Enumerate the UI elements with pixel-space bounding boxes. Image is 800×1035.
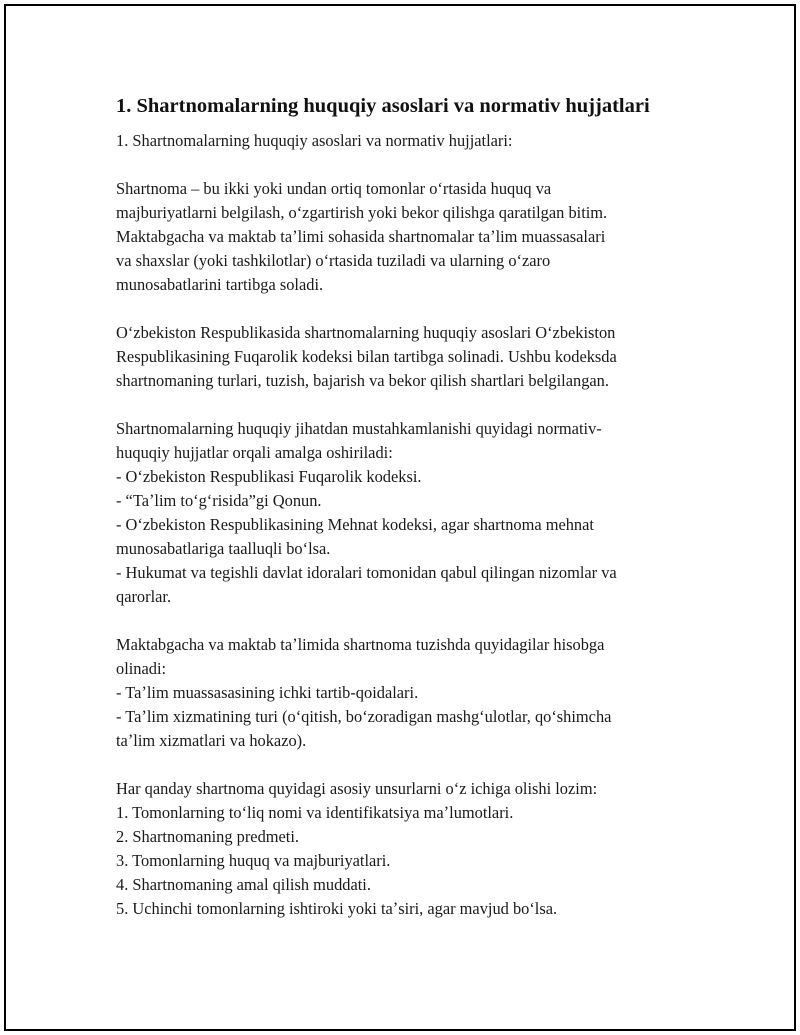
text-line: 5. Uchinchi tomonlarning ishtiroki yoki taʼsiri, agar mavjud boʻlsa. (116, 899, 558, 918)
text-line: - Taʼlim xizmatining turi (oʻqitish, boʻzoradigan mashgʻulotlar, qoʻshimcha (116, 707, 612, 726)
text-line: 3. Tomonlarning huquq va majburiyatlari. (116, 851, 391, 870)
text-line: munosabatlariga taalluqli boʻlsa. (116, 539, 331, 558)
paragraph (116, 417, 696, 609)
text-line: Oʻzbekiston Respublikasida shartnomalarning huquqiy asoslari Oʻzbekiston (116, 323, 616, 342)
text-line: Har qanday shartnoma quyidagi asosiy unsurlarni oʻz ichiga olishi lozim: (116, 779, 598, 798)
text-line: munosabatlarini tartibga soladi. (116, 275, 324, 294)
paragraph (116, 321, 696, 393)
text-line: - “Taʼlim toʻgʻrisida”gi Qonun. (116, 491, 322, 510)
text-line: olinadi: (116, 659, 167, 678)
paragraph (116, 633, 696, 753)
paragraph (116, 129, 696, 153)
paragraph (116, 777, 696, 921)
text-line: - Oʻzbekiston Respublikasining Mehnat kodeksi, agar shartnoma mehnat (116, 515, 594, 534)
text-line: Shartnomalarning huquqiy jihatdan mustahkamlanishi quyidagi normativ- (116, 419, 602, 438)
document-title: 1. Shartnomalarning huquqiy asoslari va normativ hujjatlari (116, 95, 650, 117)
text-line: shartnomaning turlari, tuzish, bajarish va bekor qilish shartlari belgilangan. (116, 371, 609, 390)
text-line: majburiyatlarni belgilash, oʻzgartirish yoki bekor qilishga qaratilgan bitim. (116, 203, 608, 222)
paragraph (116, 177, 696, 297)
text-line: taʼlim xizmatlari va hokazo). (116, 731, 307, 750)
text-line: Shartnoma – bu ikki yoki undan ortiq tomonlar oʻrtasida huquq va (116, 179, 552, 198)
text-line: 1. Shartnomalarning huquqiy asoslari va normativ hujjatlari: (116, 131, 513, 150)
text-line: Respublikasining Fuqarolik kodeksi bilan tartibga solinadi. Ushbu kodeksda (116, 347, 617, 366)
text-line: - Oʻzbekiston Respublikasi Fuqarolik kodeksi. (116, 467, 422, 486)
paragraph-container (116, 129, 696, 921)
text-line: 2. Shartnomaning predmeti. (116, 827, 299, 846)
text-line: Maktabgacha va maktab taʼlimida shartnoma tuzishda quyidagilar hisobga (116, 635, 605, 654)
text-line: - Hukumat va tegishli davlat idoralari tomonidan qabul qilingan nizomlar va (116, 563, 617, 582)
text-line: va shaxslar (yoki tashkilotlar) oʻrtasida tuziladi va ularning oʻzaro (116, 251, 551, 270)
text-line: Maktabgacha va maktab taʼlimi sohasida shartnomalar taʼlim muassasalari (116, 227, 606, 246)
document-body (116, 92, 696, 945)
text-line: 1. Tomonlarning toʻliq nomi va identifikatsiya maʼlumotlari. (116, 803, 514, 822)
text-line: qarorlar. (116, 587, 172, 606)
text-line: huquqiy hujjatlar orqali amalga oshiriladi: (116, 443, 393, 462)
text-line: - Taʼlim muassasasining ichki tartib-qoidalari. (116, 683, 419, 702)
text-line: 4. Shartnomaning amal qilish muddati. (116, 875, 371, 894)
